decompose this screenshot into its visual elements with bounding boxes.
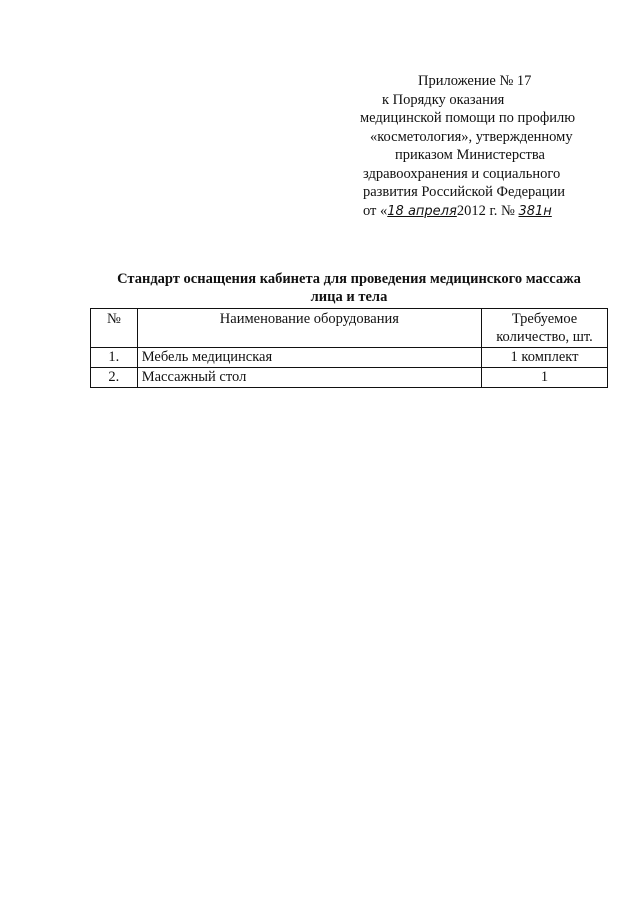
appendix-number: Приложение № 17 xyxy=(418,73,532,89)
appendix-line-2: к Порядку оказания xyxy=(382,91,505,108)
header-quantity-line-2: количество, шт. xyxy=(496,329,593,345)
row-number: 1. xyxy=(91,348,138,368)
handwritten-date: 18 апреля xyxy=(387,203,457,219)
appendix-line-3: медицинской помощи по профилю xyxy=(360,110,576,126)
appendix-header xyxy=(330,72,620,221)
date-suffix: 2012 г. № xyxy=(456,202,515,219)
appendix-line-6: здравоохранения и социального xyxy=(363,165,561,182)
appendix-date-line xyxy=(330,202,620,222)
appendix-line-7: развития Российской Федерации xyxy=(363,184,565,200)
header-equipment-name: Наименование оборудования xyxy=(137,309,481,348)
header-number: № xyxy=(91,309,138,348)
date-prefix: от « xyxy=(363,202,388,219)
title-line-2: лица и тела xyxy=(310,289,388,305)
appendix-line-4: «косметология», утвержденному xyxy=(370,128,573,145)
row-quantity: 1 комплект xyxy=(482,348,608,368)
handwritten-order-number: 381н xyxy=(518,203,552,219)
equipment-table xyxy=(90,308,608,388)
row-number: 2. xyxy=(91,368,138,388)
row-equipment-name: Массажный стол xyxy=(137,368,481,388)
document-title xyxy=(90,270,608,306)
table-row xyxy=(91,348,608,368)
table-header-row xyxy=(91,309,608,348)
appendix-line-5: приказом Министерства xyxy=(395,147,545,163)
table-row xyxy=(91,368,608,388)
row-equipment-name: Мебель медицинская xyxy=(137,348,481,368)
title-line-1: Стандарт оснащения кабинета для проведения медицинского массажа xyxy=(117,271,581,287)
header-quantity-line-1: Требуемое xyxy=(511,311,578,327)
header-quantity xyxy=(482,309,608,348)
row-quantity: 1 xyxy=(482,368,608,388)
